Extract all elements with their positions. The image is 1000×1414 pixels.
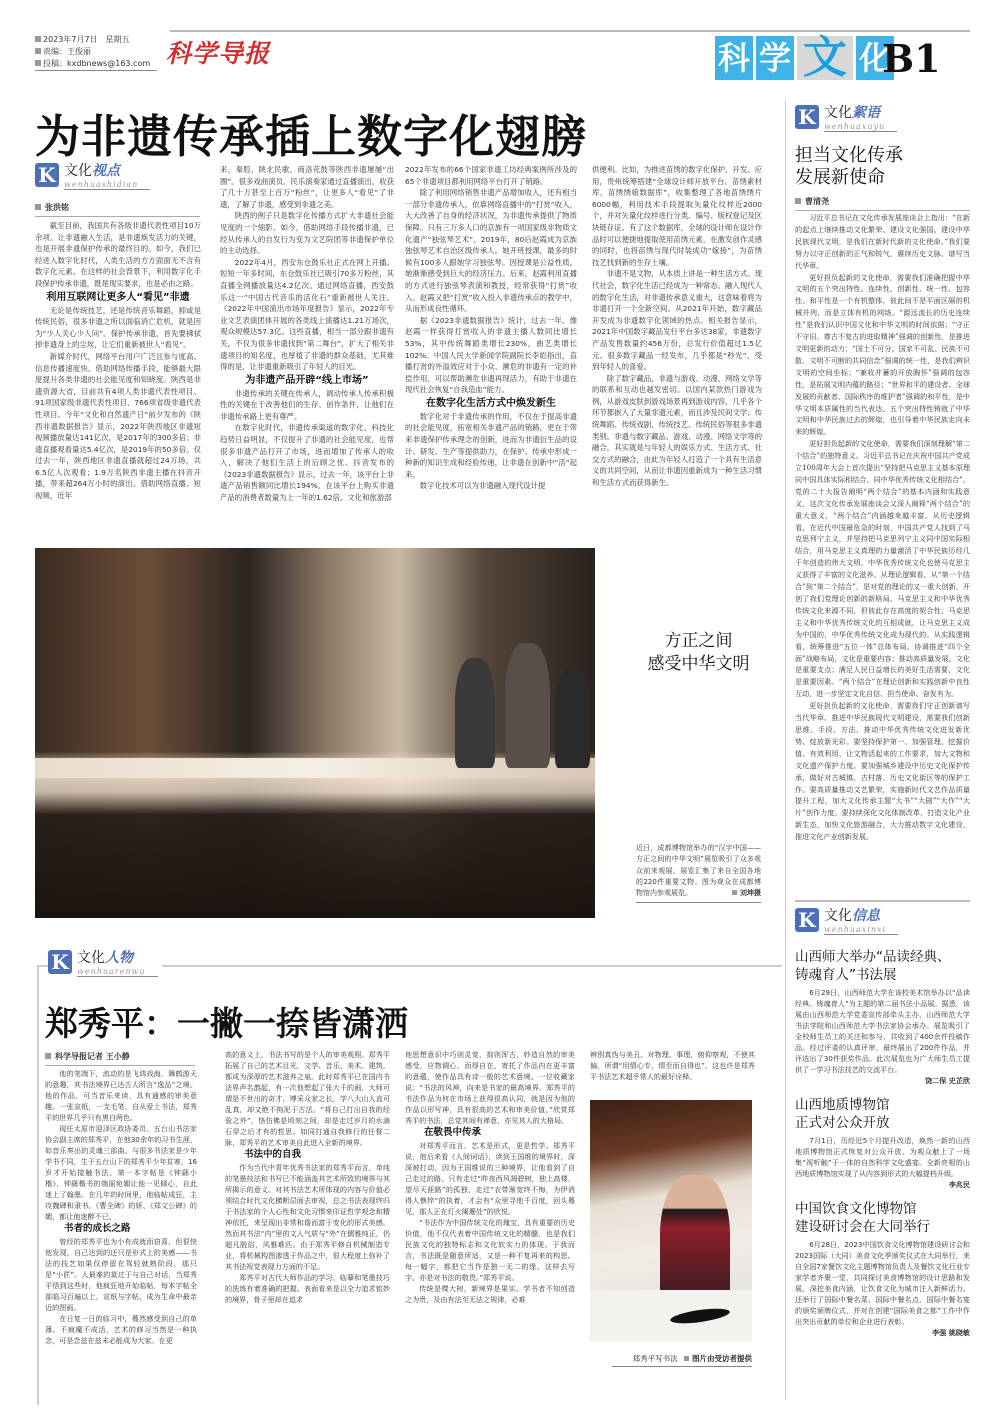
paragraph: 供便利。比如，为推进苗绣的数字化保护、开发、应用，贵州统筹搭建“全球设计师开放平台、苗绣素材库、苗绣绣娘数据库”，收集整理了各地苗绣绣片6000幅，利用技术手段提取矢量化纹样近2000个，并对矢量化纹样进行分类、编号、版权登记及区块链存证。有了这个数据库，全球的设计师在设计作品时可以便捷地提取使用苗绣元素，在激发创作灵感的同时，也将苗绣与现代时装成功“嫁接”，为苗绣技艺找到新的生存土壤。 bbox=[592, 165, 762, 267]
photo-credit: 刘坤摄 bbox=[732, 888, 761, 899]
profile-author: 科学导报记者 王小静 bbox=[45, 1051, 195, 1066]
subheading: 利用互联网让更多人“看见”非遗 bbox=[46, 291, 190, 303]
k-logo-icon: K bbox=[795, 105, 819, 129]
divider bbox=[170, 30, 970, 32]
paragraph: 曾经的郑秀平也为小有成就而窃喜，但很快他发现，自己达到的还只是形式上的美感——书法的技艺如果仅停留在驾轻就熟阶段，那只是“小匠”。人最难的莫过于与自己对话，当郑秀平悟到这些时，他疯狂地开始临帖，每本字帖全部临习百遍以上，宣纸与字帖，成为生命中最亲近的图画。 bbox=[45, 1237, 197, 1312]
section-pinyin: wenhuaxinxi bbox=[824, 925, 887, 934]
section-label-em: 絮语 bbox=[852, 105, 880, 121]
paragraph: 更好担负起新的文化使命，需要我们深刻理解“第二个结合”的独特意义。习近平总书记在庆祝中国共产党成立100周年大会上首次提出“坚持把马克思主义基本原理同中国具体实际相结合、同中华优秀传统文化相结合”。党的二十大报告阐明“两个结合”的基本内涵和实践意义，这次文化传承发展座谈会又深入阐释“两个结合”的重大意义，“两个结合”内涵越来越丰富。从历史逻辑看，在近代中国最危急的时刻，中国共产党人找到了马克思列宁主义，并坚持把马克思列宁主义同中国实际相结合，用马克思主义真理的力量激活了中华民族历经几千年创造的伟大文明，中华优秀传统文化也使马克思主义获得了丰富的文化滋养。从理论逻辑看，从“第一个结合”到“第二个结合”，是对党的理论的又一重大创新，开创了我们党理论创新的新格局。马克思主义和中华优秀传统文化来源不同，但彼此存在高度的契合性；马克思主义和中华优秀传统文化的互相成就，让马克思主义成为中国的，中华优秀传统文化成为现代的。从实践逻辑看，统筹推进“五位一体”总体布局、协调推进“四个全面”战略布局，文化是重要内容；推动高质量发展，文化是重要支点；满足人民日益增长的美好生活需要，文化是重要因素。“两个结合”在理论创新和实践创新中良性互动，进一步坚定文化自信、担当使命、奋发有为。 bbox=[795, 439, 970, 699]
section-banner bbox=[715, 32, 894, 83]
section-char: 科 bbox=[715, 36, 753, 80]
news-body: 6月29日，山西师范大学在该校美术馆举办以“品读经典、铸魂育人”为主题的第二届书法小品展。据悉，该展由山西师范大学党委宣传部牵头主办，山西师范大学书法学院和山西师范大学书法家协会承办。展览吸引了全校师生员工的关注和参与，共收到了400余件投稿作品。经过评委的认真评审，最终展出了200件作品，并评选出了30件获奖作品。此次展览也为广大师生员工提供了一学习书法技艺的交流平台。 bbox=[795, 988, 970, 1074]
paragraph: 数字化技术可以为非遗融入现代设计提 bbox=[419, 481, 546, 491]
paragraph: 他的笔端下，流动的是飞鸿戏海，舞鹤游天的意趣，其书法境界已达古人所言“逸品”之境。他的作品，可当音乐来读，具有通感的审美意趣。一张宣纸，一支毛笔，自从爱上书法，郑秀平的世界几乎只有黑白两色。 bbox=[45, 1069, 197, 1122]
section-pinyin: wenhuashidian bbox=[64, 180, 139, 189]
paragraph: 非遗不是文物，从本质上讲是一种生活方式。现代社会，数字化生活已经成为一种常态。融入现代人的数字化生活，对非遗传承意义重大，这意味着将为非遗打开一个全新空间。从2021年开始，数字藏品开发成为非遗数字化领域的热点。相关报告显示，2021年中国数字藏品发行平台多达38家，非遗数字产品发售数量约456万份，总发行价值超过1.5亿元。很多数字藏品一经发布，几乎都是“秒光”，受到年轻人的喜爱。 bbox=[592, 269, 763, 372]
visitor-figure bbox=[555, 668, 590, 768]
lead-headline: 为非遗传承插上数字化翅膀 bbox=[35, 110, 588, 163]
paragraph: 传统是棵大树，新境界是果实。学书者不知创造之为贵，及由有法至无法之规律，必难 bbox=[405, 1284, 575, 1304]
divider bbox=[795, 900, 970, 902]
section-logo-shidian bbox=[35, 163, 150, 190]
k-logo-icon: K bbox=[795, 908, 819, 932]
profile-column-1 bbox=[45, 1068, 197, 1346]
essay-body bbox=[795, 212, 970, 843]
section-label-em: 信息 bbox=[852, 908, 880, 924]
visitor-figure bbox=[455, 658, 495, 768]
section-pinyin: wenhuaxuyu bbox=[824, 122, 886, 131]
caption-text: 郑秀平写书法 bbox=[632, 1354, 678, 1363]
section-logo-xuyu bbox=[795, 105, 897, 132]
k-logo-icon: K bbox=[48, 950, 72, 974]
essay-author: 曹清尧 bbox=[795, 196, 970, 211]
title-line: 山西师大举办“品读经典、 bbox=[795, 949, 951, 965]
lead-author: 张洪铭 bbox=[35, 202, 200, 217]
news-title bbox=[795, 1200, 970, 1236]
section-label: 文化 bbox=[77, 950, 105, 966]
contribute-email: 投稿：kxdbnews@163.com bbox=[35, 58, 150, 70]
museum-exhibition-photo bbox=[35, 548, 595, 918]
paragraph: 无论是传统技艺，还是传统音乐舞蹈，抑或是传统民俗，很多非遗之所以面临消亡危机，就是因为“少人关心少人问”。保护传承非遗，首先要拂拭掉非遗身上的尘埃，让它们重新被世人“看见”。 bbox=[35, 305, 201, 350]
subheading: 在数字化生活方式中焕发新生 bbox=[426, 397, 556, 409]
section-char: 文 bbox=[797, 36, 853, 80]
lead-column-3 bbox=[405, 164, 577, 492]
paragraph: 对郑秀平而言，艺术是形式，更是哲学。郑秀平说，他后来看《人间词话》，读到王国维的境界时，深深被打动，因为王国维说的三种境界，让他看到了自己走过的路。只有走过“昨夜西风凋碧树，独上高楼，望尽天涯路”的孤独，走过“衣带渐宽终不悔，为伊消得人憔悴”的执着，才会有“众里寻他千百度，回头蓦见，那人正在灯火阑珊处”的欣悦。 bbox=[405, 1141, 575, 1216]
paragraph: 截至目前，我国共有各级非遗代表性项目10万余项。让非遗融入生活，是非遗焕发活力的关键，也是开展非遗保护传承的最终目的。如今，我们已经进入数字化时代，人类生活的方方面面无不含有数字化元素。在这样的社会背景下，利用数字化手段保护传承非遗，既是现实要求，也是必由之路。 bbox=[35, 221, 201, 288]
title-line: 铸魂育人”书法展 bbox=[795, 967, 897, 983]
news-byline: 李兆民 bbox=[948, 1180, 970, 1189]
issue-meta bbox=[35, 34, 150, 70]
news-title bbox=[795, 948, 970, 984]
news-title bbox=[795, 1096, 970, 1132]
paragraph: 在数字化时代，非遗传承渠道的数字化、科技化趋势日益明显，不仅提升了非遗的社会能见度，也帮很多非遗产品打开了市场，进而增加了传承人的收入，解决了他们生活上的后顾之忧。抖音发布的《2023非遗数据报告》显示，过去一年，该平台上非遗产品销售额同比增长194%。在该平台上购买非遗产品的消费者数量为上一年的1.62倍。文化和旅游部 bbox=[220, 423, 395, 503]
news-body: 7月1日，历经近5个月提升改造，焕然一新的山西地质博物馆正式恢复对公众开放，为观众献上了一场集“视听触”于一体的自然科学文化盛宴。全新亮相的山西地质博物馆实现了从内容到形式的大幅提档升级。 bbox=[795, 1136, 970, 1178]
title-line: 感受中华文明 bbox=[647, 654, 750, 674]
title-line: 方正之间 bbox=[664, 631, 733, 651]
title-line: 发展新使命 bbox=[795, 167, 885, 188]
title-line: 山西地质博物馆 bbox=[795, 1097, 890, 1113]
paragraph: 除了利用网络销售非遗产品增加收入，还有相当一部分非遗传承人，依靠网络直播中的“打赏”收入，大大改善了自身的经济状况，为非遗传承提供了物质保障。只有三万多人口的京族有一项国家级非物质文化遗产“独弦琴艺术”。2019年，80后赵霞成为京族独弦琴艺术自治区级传承人。她开班授课，最多的时候有100多人跟她学习独弦琴。因授课是公益性质，她渐渐感受到巨大的经济压力。后来，赵霞利用直播的方式进行独弦琴表演和教授，经常获得“打赏”收入。赵霞又把“打赏”收入投入非遗传承点的教学中，从而形成良性循环。 bbox=[405, 188, 577, 314]
subheading: 在敬畏中传承 bbox=[424, 1127, 482, 1138]
k-logo-icon: K bbox=[35, 163, 59, 187]
profile-column-2 bbox=[225, 1049, 390, 1305]
paragraph: “书法作为中国传统文化的瑰宝，具有重要的历史价值，他不仅代表着中国传统文化的精髓，也是我们民族文化的独特标志和文化软实力的体现。于我而言，书法既是随意所适，又是一种不复再来的构思。每一幅字，都把它当作是独一无二的缘。这样去写字，亦是对书法的敬畏。”郑秀平说。 bbox=[405, 1218, 575, 1282]
caption-text: 近日，成都博物馆举办的“汉字中国——方正之间的中华文明”展览吸引了众多观众前来观展。展览汇集了来自全国各地的220件重要文物。图为观众在成都博物馆内参观展览。 bbox=[636, 844, 761, 898]
section-label: 文化 bbox=[64, 163, 92, 179]
column-divider bbox=[785, 100, 786, 1400]
title-line: 中国饮食文化博物馆 bbox=[795, 1201, 917, 1217]
page-number: B1 bbox=[882, 36, 941, 81]
paragraph: 非遗传承的关键在传承人，调动传承人传承积极性的关键在于改善他们的生存、创作条件，让他们在非遗传承路上更有尊严。 bbox=[220, 388, 394, 421]
paragraph: 辨别真伪与美丑。对物理、事理，俯仰察观，不使其偏，所谓“用情心专，情至而自得也”，这也许是郑秀平书法艺术超乎常人的最好诠释。 bbox=[590, 1050, 755, 1081]
essay-title bbox=[795, 145, 903, 189]
profile-headline: 郑秀平：一撇一捺皆潇洒 bbox=[45, 1004, 408, 1043]
news-item bbox=[795, 948, 970, 1086]
section-label: 文化 bbox=[824, 105, 852, 121]
issue-date: 2023年7月7日 星期五 bbox=[35, 34, 150, 46]
lead-column-2 bbox=[220, 164, 394, 504]
subheading: 书者的成长之路 bbox=[64, 1223, 131, 1234]
editor: 责编：王俊丽 bbox=[35, 46, 150, 58]
section-char: 化 bbox=[856, 36, 894, 80]
news-item bbox=[795, 1200, 970, 1338]
subheading: 书法中的自我 bbox=[244, 1149, 302, 1160]
lead-column-4 bbox=[592, 164, 762, 489]
paragraph: 2022年发布的66个国家非遗工坊经典案例所涉及的65个非遗项目都利用网络平台打开了销路。 bbox=[405, 165, 577, 186]
subheading: 为非遗产品开辟“线上市场” bbox=[245, 374, 369, 386]
paragraph: 郑秀平对古代大师作品的学习、临摹和笔墨技巧的洗练有着准确的把握。表面看来是以全力追求铭妙的境界，骨子里却在追求 bbox=[225, 1273, 390, 1304]
paragraph: 据《2023非遗数据报告》统计，过去一年，像赵霞一样获得打赏收入的非遗主播人数同比增长53%，其中传统舞蹈类增长230%，曲艺类增长102%。中国人民大学新闻学院副院长李彪指出，直播打赏的外溢效应对于小众、濒危的非遗有一定的补偿作用，可以帮助濒危非遗再现活力，有助于非遗在现代社会恢复“自我造血”能力。 bbox=[405, 315, 577, 395]
visitor-figure bbox=[505, 643, 550, 768]
paragraph: 除了数字藏品，非遗与游戏、动漫、网络文学等的联系和互动也越发密切。以国内某款热门游戏为例，从游戏皮肤到游戏场景再到游戏内容，几乎各个环节都嵌入了大量非遗元素，而且涉及民间文学、传统舞蹈、传统戏剧、传统技艺、传统民俗等很多非遗类别。非遗与数字藏品、游戏、动漫、网络文学等的融合，其实就是与年轻人的娱乐方式、生活方式、社交方式的融合，由此为年轻人打造了一个具有生活意义的共同空间，从而让非遗因重新成为一种生活习惯和生活方式而获得新生。 bbox=[592, 373, 763, 488]
section-label: 文化 bbox=[824, 908, 852, 924]
section-label-em: 视点 bbox=[92, 163, 120, 179]
section-label-em: 人物 bbox=[105, 950, 133, 966]
paragraph: 现任太原市迎泽区政协委员、五台山书法家协会副主席的郑秀平，在他30余年的习书生涯，如音乐奏出的灵魂三部曲。与很多书法家是少年学书不同，生于五台山下的郑秀平少年贫寒，16岁才开始接触书法。第一本字帖是《钟繇小楷》，钟繇楷书的端丽宛媚让他一见倾心，自此迷上了翰墨。在几年的时间里，他临帖成狂，主攻魏碑和隶书。《曹全碑》的妍、《郑文公碑》的媚，都让他迷醉不已。 bbox=[45, 1124, 197, 1221]
news-byline: 饶二保 史芷欣 bbox=[924, 1076, 970, 1085]
paper bbox=[590, 1290, 752, 1342]
news-list bbox=[795, 948, 970, 1348]
paragraph: 新媒介时代，网络平台用户广泛且参与度高、信息传播速度快。借助网络传播手段，能够最大限度提升各类非遗的社会能见度和知晓度。陕西是非遗资源大省，目前共有4项人类非遗代表性项目、91项国家级非遗代表性项目、766项省级非遗代表性项目。今年“文化和自然遗产日”前夕发布的《陕西非遗数据报告》显示，2022年陕西地区非遗短视频播放量达141亿次，是2017年的300多倍；非遗直播观看量达5.4亿次，是2019年的50多倍。仅过去一年，陕西地区非遗直播就超过24万场，共6.5亿人次观看；1.9万名陕西非遗主播在抖音开播，带来超264万小时的演出。借助网络直播、短视频，近年 bbox=[35, 351, 201, 501]
profile-column-3 bbox=[405, 1049, 575, 1305]
photo-caption bbox=[636, 843, 761, 903]
paragraph: 高的意义上，书法书写的是个人的审美观照。郑秀平拓展了自己的艺术目光，文学、音乐、美术、建筑，都成为深厚的艺术滋养之泉。此时郑秀平已在国内书法界声名鹊起，有一次他想起了张大千的画，大师可谓是不世出的奇才，博采众家之长，学八大山人直可乱真，却又绝不拘泥于古法。“将自己打出自我的经验之外”，恪仿佛是顷刻之间，却是走过岁月的水滴石穿之后才有的哲思。如同打通自我修行的任督二脉，郑秀平的艺术审美自此进入全新的境界。 bbox=[225, 1050, 390, 1147]
section-logo-renwu bbox=[48, 950, 162, 977]
photo-feature-title bbox=[636, 630, 761, 676]
divider bbox=[35, 70, 157, 71]
news-byline: 李强 姚晓敏 bbox=[932, 1328, 970, 1337]
paragraph: 习近平总书记在文化传承发展座谈会上指出：“在新的起点上继续推动文化繁荣、建设文化强国、建设中华民族现代文明，是我们在新时代新的文化使命。”我们要努力以守正创新的正气和锐气，赓续历史文脉、谱写当代华章。 bbox=[795, 213, 970, 270]
lead-column-1 bbox=[35, 220, 201, 502]
calligraphy-photo bbox=[590, 1100, 752, 1342]
title-line: 担当文化传承 bbox=[795, 145, 903, 166]
masthead-logo: 科学导报 bbox=[166, 39, 271, 68]
profile-photo-caption bbox=[612, 1353, 752, 1367]
news-item bbox=[795, 1096, 970, 1190]
news-body: 6月28日，2023中国饮食文化博物馆建设研讨会和2023国际（大同）美食文化季颁奖仪式在大同举行，来自全国7家餐饮文化主题博物馆负责人及餐饮文化行业专家学者齐聚一堂，共同探讨美食博物馆的设计思路和发展，深挖美食内涵，让饮食文化为城市注入新鲜活力。还举行了国际中餐名菜、国际中餐名点、国际中餐名宴的颁奖颁牌仪式，并对在创建“国际美食之都”工作中作出突出贡献的单位和企业进行表彰。 bbox=[795, 1240, 970, 1326]
paragraph: 2022年4月，西安东仓鼓乐社正式在网上开播。短短一年多时间，东仓鼓乐社已吸引70多万粉丝，其直播全网播放量达4.2亿次。通过网络直播，西安鼓乐这一“中国古代音乐的活化石”重新被世人关注。《2022年中国演出市场年度报告》显示，2022年专业文艺表演团体开展的各类线上演播达1.21万场次，观众规模达57.3亿。这些直播，相当一部分跟非遗有关，不仅为很多非遗找到“第二舞台”，扩大了相关非遗项目的知名度，也厚植了非遗的群众基础，尤其难得的是，让非遗重新吸引了年轻人的目光。 bbox=[220, 257, 394, 372]
photo-credit: 图片由受访者提供 bbox=[684, 1354, 752, 1363]
section-pinyin: wenhuarenwu bbox=[77, 967, 146, 976]
section-logo-xinxi bbox=[795, 908, 898, 935]
paragraph: 他思想意识中巧则灵变，拙则浑古，妙造自然的审美感受，应物调心，而得自在，寄托了作品内在更丰富的意蕴，使作品具有诗一般的艺术意境。一位收藏家说：“书法的风神，向来是书家的最高境界。郑秀平的书法作品为何在市场上获得很高认同，就是因为他的作品以形写神，具有很高的艺术和审美价值。”欣赏郑秀平的书法，总觉其间有禅意，亦见其人的大格局。 bbox=[405, 1050, 575, 1125]
paragraph: 数字化对于非遗传承的作用，不仅在于提高非遗的社会能见度，拓宽相关非遗产品的销路，更在于带来非遗保护传承理念的创新，进而为非遗衍生品的设计、研发、生产等提供助力，在保护、传承中形成一种新的知识生成和经验传递，让非遗在创新中“活”起来。 bbox=[405, 411, 577, 479]
title-line: 正式对公众开放 bbox=[795, 1115, 890, 1131]
profile-column-4 bbox=[590, 1049, 755, 1082]
paragraph: 作为当代中青年优秀书法家的郑秀平而言，单纯的笔墨技法和书写已不能涵盖其艺术所致的境界与其所揭示的意义。对其书法艺术所体现的内容与价值必须结合时代文化横断层面去审视，总之书法表现终归于书法家的个人心性和文化习惯来印证哲学观念和精神依托，来呈现出非常和谐而富于变化的形式美感。然而其书法“内”里的文人气质与“外”在儒雅纯正，仍超凡脱俗，风雅难匹。由于郑秀平修自机械制造专业，将机械构图渗透于作品之中，很大程度上弥补了其书法视觉表现力方面的不足。 bbox=[225, 1163, 390, 1271]
paragraph: 陕西的例子只是数字化传播方式扩大非遗社会能见度的一个缩影。如今，借助网络手段传播非遗，已经从传承人的自发行为变为文艺院团等非遗保护单位的主动选择。 bbox=[220, 211, 394, 256]
paragraph: 更好担负起新的文化使命，需要我们守正创新谱写当代华章。推进中华民族现代文明建设，需要我们创新思维、手段、方法，推动中华优秀传统文化迸发新优势、绽放新光彩。要坚持保护第一、加强管理、挖掘价值、有效利用、让文物活起来的工作要求，加大文物和文化遗产保护力度。要加强城乡建设中历史文化保护传承，做好对古城镇、古村落、历史文化街区等的保护工作。要高质量推动文艺繁荣，实施新时代文艺作品质量提升工程，加大文化传承主题“大书”“大剧”“大作”“大片”创作力度。要持续深化文化体制改革，打造文化产业新生态，加快文化旅游融合，大力推动数字文化建设，推进文化产业创新发展。 bbox=[795, 701, 970, 842]
paragraph: 在日复一日的临习中，蓦然感受到自己的单薄。不疯魔不成活，艺术的修习当然是一种执念，可是念兹在兹未必能成为大家。在更 bbox=[45, 1314, 197, 1345]
paragraph: 来，秦腔、陕北民歌、商洛花鼓等陕西非遗屡屡“出圈”。很多戏曲演员、民乐演奏家通过直播演出，收获了几十万甚至上百万“粉丝”，让更多人“看见”了非遗，了解了非遗，感受到非遗之美。 bbox=[220, 165, 394, 209]
title-line: 建设研讨会在大同举行 bbox=[795, 1219, 930, 1235]
section-char: 学 bbox=[756, 36, 794, 80]
paragraph: 更好担负起新的文化使命，需要我们准确把握中华文明的五个突出特性。连续性、创新性、统一性、包容性、和平性是一个有机整体，彼此间不是平面区隔的机械并列，而是立体有机的网络。“源远流长的历史连续性”是我们认识中国文化和中华文明的时间依据；“守正不守旧、尊古不复古的进取精神”强调的创新性，是推进文明更新的动力；“国土不可分、国家不可乱、民族不可散、文明不可断的共同信念”强调的统一性，是我们辨识文明的空间坐标；“兼收并蓄的开放胸怀”强调的包容性，是拓展文明内蕴的路径；“世界和平的建设者、全球发展的贡献者、国际秩序的维护者”强调的和平性，是中华文明本质属性的当代表达。五个突出特性铸就了中华文明和中华民族过去的辉煌，也引导着中华民族走向未来的辉煌。 bbox=[795, 272, 970, 437]
